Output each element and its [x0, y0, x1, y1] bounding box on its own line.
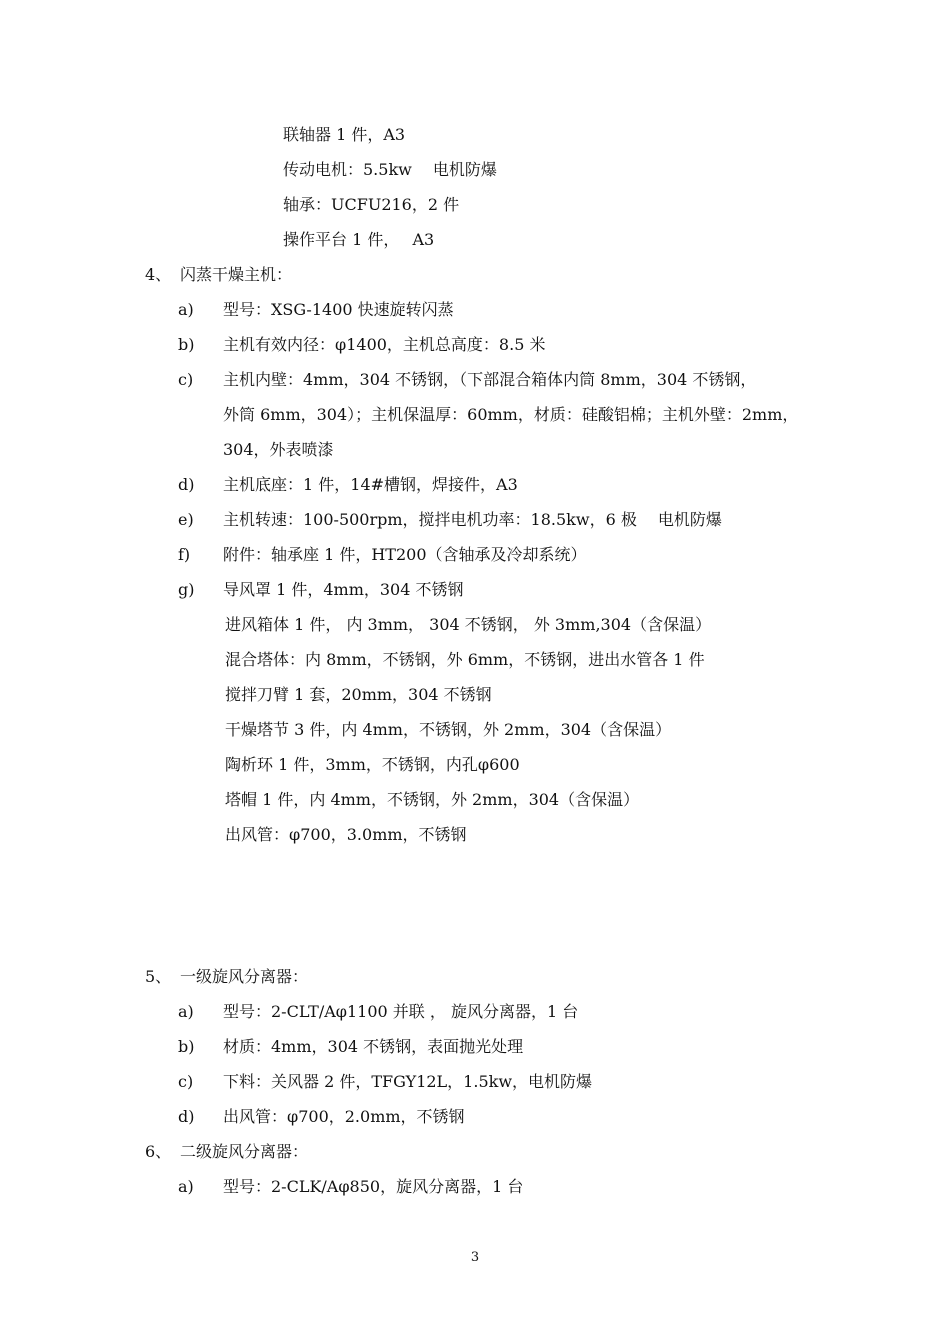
item-text: 材质：4mm，304 不锈钢，表面抛光处理 — [223, 1037, 524, 1056]
item-text: 型号：XSG-1400 快速旋转闪蒸 — [223, 300, 454, 319]
item-text: 主机转速：100-500rpm，搅拌电机功率：18.5kw，6 极 电机防爆 — [223, 510, 722, 529]
item-text: 干燥塔节 3 件，内 4mm，不锈钢，外 2mm，304（含保温） — [225, 720, 672, 739]
item-text: 出风管：φ700，3.0mm，不锈钢 — [225, 825, 467, 844]
item-label: f) — [178, 545, 191, 564]
item-text: 型号：2-CLK/Aφ850，旋风分离器，1 台 — [223, 1177, 524, 1196]
item-label: b) — [178, 335, 195, 354]
section-number: 6、 — [145, 1142, 172, 1161]
item-text: 混合塔体：内 8mm，不锈钢，外 6mm，不锈钢，进出水管各 1 件 — [225, 650, 705, 669]
item-text: 陶析环 1 件，3mm，不锈钢，内孔φ600 — [225, 755, 520, 774]
section-number: 5、 — [145, 967, 172, 986]
text-line: 轴承：UCFU216，2 件 — [283, 195, 460, 214]
section-title: 一级旋风分离器： — [180, 967, 309, 986]
item-text: 出风管：φ700，2.0mm，不锈钢 — [223, 1107, 465, 1126]
section-number: 4、 — [145, 265, 172, 284]
item-text: 主机有效内径：φ1400，主机总高度：8.5 米 — [223, 335, 546, 354]
item-text: 型号：2-CLT/Aφ1100 并联 ， 旋风分离器，1 台 — [223, 1002, 579, 1021]
section-title: 二级旋风分离器： — [180, 1142, 309, 1161]
item-label: c) — [178, 1072, 194, 1091]
item-label: a) — [178, 300, 194, 319]
item-label: e) — [178, 510, 194, 529]
section-title: 闪蒸干燥主机： — [180, 265, 293, 284]
item-text: 主机底座：1 件，14#槽钢，焊接件，A3 — [223, 475, 518, 494]
text-line: 传动电机：5.5kw 电机防爆 — [283, 160, 497, 179]
item-label: b) — [178, 1037, 195, 1056]
item-text: 导风罩 1 件，4mm，304 不锈钢 — [223, 580, 464, 599]
text-line: 联轴器 1 件，A3 — [283, 125, 406, 144]
item-text: 下料：关风器 2 件，TFGY12L，1.5kw，电机防爆 — [223, 1072, 593, 1091]
item-text: 304，外表喷漆 — [223, 440, 334, 459]
item-text: 附件：轴承座 1 件，HT200（含轴承及冷却系统） — [223, 545, 587, 564]
item-text: 主机内壁：4mm，304 不锈钢，（下部混合箱体内筒 8mm，304 不锈钢， — [223, 370, 757, 389]
item-text: 搅拌刀臂 1 套，20mm，304 不锈钢 — [225, 685, 492, 704]
item-text: 外筒 6mm，304）；主机保温厚：60mm，材质：硅酸铝棉；主机外壁：2mm， — [223, 405, 799, 424]
item-text: 塔帽 1 件，内 4mm，不锈钢，外 2mm，304（含保温） — [225, 790, 640, 809]
item-label: d) — [178, 475, 195, 494]
item-label: d) — [178, 1107, 195, 1126]
item-label: g) — [178, 580, 195, 599]
text-line: 操作平台 1 件， A3 — [283, 230, 435, 249]
item-label: a) — [178, 1177, 194, 1196]
page-number: 3 — [470, 1250, 480, 1265]
item-label: a) — [178, 1002, 194, 1021]
item-label: c) — [178, 370, 194, 389]
item-text: 进风箱体 1 件， 内 3mm， 304 不锈钢， 外 3mm,304（含保温） — [225, 615, 712, 634]
